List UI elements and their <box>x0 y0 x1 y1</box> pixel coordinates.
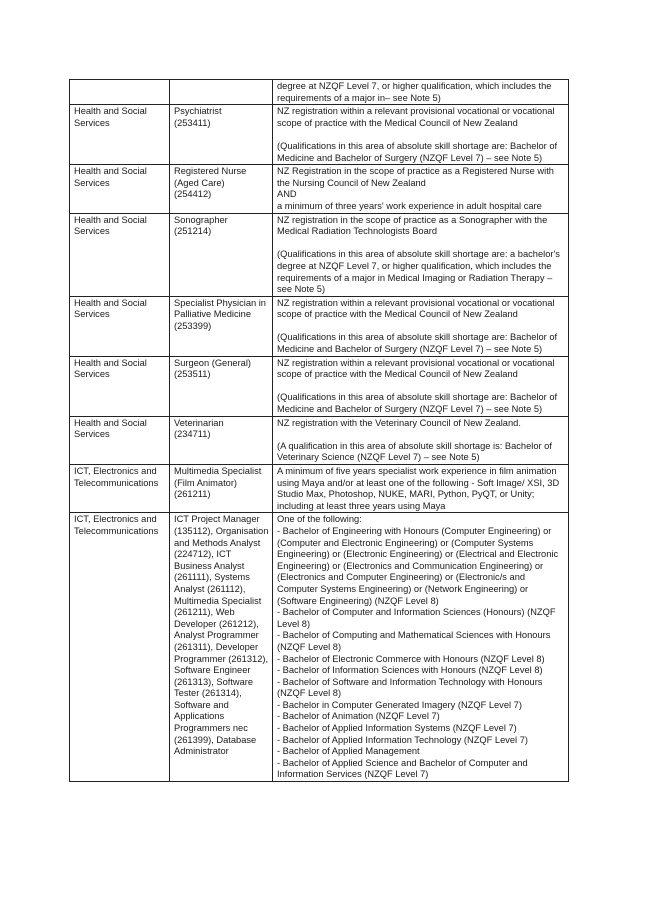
sector-text: Health and Social Services <box>74 297 147 320</box>
requirements-cell <box>273 465 569 513</box>
occupation-text: (253411) <box>174 117 211 128</box>
spacer-line <box>277 129 565 141</box>
sector-cell <box>70 465 170 513</box>
requirement-text: A minimum of five years specialist work experience in film animation using Maya and/or at least one of the following - Soft Image/ XSI, 3D Studio Max, Photoshop, NUKE, MARI, Python, PyQT, or Unity; including at least three years using Maya <box>277 466 560 511</box>
occupation-cell <box>170 465 273 513</box>
occupation-cell <box>170 213 273 296</box>
occupation-cell <box>170 513 273 782</box>
occupation-cell <box>170 105 273 165</box>
occupation-text: (251214) <box>174 226 212 237</box>
table-row <box>70 465 569 513</box>
occupation-cell <box>170 80 273 105</box>
occupation-text: (234711) <box>174 429 211 440</box>
occupation-text: (Aged Care) <box>174 177 225 188</box>
occupation-text: Specialist Physician in Palliative Medicine (253399) <box>174 297 266 331</box>
requirement-text: - Bachelor of Animation (NZQF Level 7) <box>277 711 440 722</box>
table-row <box>70 165 569 213</box>
sector-cell <box>70 513 170 782</box>
table-body <box>70 80 569 782</box>
spacer-line <box>277 429 565 441</box>
table-row <box>70 80 569 105</box>
requirement-text: a minimum of three years' work experience in adult hospital care <box>277 200 542 211</box>
requirement-text: (Qualifications in this area of absolute skill shortage are: Bachelor of Medicine and Bachelor of Surgery (NZQF Level 7) – see Note 5) <box>277 332 558 355</box>
requirement-text: One of the following: <box>277 514 362 525</box>
sector-cell <box>70 416 170 464</box>
table-row <box>70 356 569 416</box>
occupation-text: Registered Nurse <box>174 166 247 177</box>
requirement-text: - Bachelor of Software and Information Technology with Honours (NZQF Level 8) <box>277 676 543 699</box>
occupation-cell <box>170 416 273 464</box>
sector-cell <box>70 165 170 213</box>
requirement-text: - Bachelor of Engineering with Honours (Computer Engineering) or (Computer and Electronic Engineering) or (Computer Systems Engineering) or (Electronic Engineering) or (Electrical and Electronic Engineering) or (Electronics and Communication Engineering) or (Electronics and Computer Engineering) or (Electronic/s and Computer Systems Engineering) or (Network Engineering) or (Software Engineering) (NZQF Level 8) <box>277 525 559 606</box>
occupation-cell <box>170 296 273 356</box>
requirement-text: NZ registration with the Veterinary Council of New Zealand. <box>277 417 521 428</box>
requirements-cell <box>273 165 569 213</box>
requirements-cell <box>273 513 569 782</box>
table-row <box>70 296 569 356</box>
occupation-cell <box>170 165 273 213</box>
requirement-text: (Qualifications in this area of absolute skill shortage are: Bachelor of Medicine and Bachelor of Surgery (NZQF Level 7) – see Note 5) <box>277 392 558 415</box>
requirement-text: (A qualification in this area of absolute skill shortage is: Bachelor of Veterinary Science (NZQF Level 7) – see Note 5) <box>277 440 552 463</box>
sector-text: ICT, Electronics and Telecommunications <box>74 466 159 488</box>
occupation-text: Multimedia Specialist (Film Animator) (261211) <box>174 466 262 500</box>
occupation-text: Surgeon (General) <box>174 357 251 368</box>
sector-text: ICT, Electronics and Telecommunications <box>74 514 159 536</box>
sector-cell <box>70 213 170 296</box>
requirements-cell <box>273 80 569 105</box>
requirements-cell <box>273 296 569 356</box>
table-row <box>70 513 569 782</box>
sector-text: Health and Social Services <box>74 357 147 380</box>
requirement-text: - Bachelor of Electronic Commerce with Honours (NZQF Level 8) <box>277 653 545 664</box>
occupation-text: Psychiatrist <box>174 106 222 117</box>
occupation-text: Veterinarian <box>174 417 224 428</box>
spacer-line <box>277 381 565 393</box>
sector-cell <box>70 296 170 356</box>
spacer-line <box>277 238 565 250</box>
sector-text: Health and Social Services <box>74 166 147 188</box>
requirement-text: AND <box>277 189 297 200</box>
sector-text: Health and Social Services <box>74 214 147 237</box>
requirement-text: NZ registration within a relevant provisional vocational or vocational scope of practice with the Medical Council of New Zealand <box>277 297 555 320</box>
requirement-text: - Bachelor of Applied Information Systems (NZQF Level 7) <box>277 723 517 734</box>
sector-cell <box>70 356 170 416</box>
sector-text: Health and Social Services <box>74 417 147 440</box>
skill-shortage-table <box>69 79 569 782</box>
occupation-text: (253511) <box>174 369 211 380</box>
spacer-line <box>277 321 565 333</box>
requirement-text: (Qualifications in this area of absolute skill shortage are: Bachelor of Medicine and Bachelor of Surgery (NZQF Level 7) – see Note 5) <box>277 140 558 163</box>
requirement-text: - Bachelor of Applied Management <box>277 746 420 757</box>
occupation-text: ICT Project Manager (135112), Organisation and Methods Analyst (224712), ICT Business Analyst (261111), Systems Analyst (261112), Multimedia Specialist (261211), Web Developer (261212), Analyst Programmer (261311), Developer Programmer (261312), Software Engineer (261313), Software Tester (261314), Software and Applications Programmers nec (261399), Database Administrator <box>174 514 269 757</box>
requirement-text: - Bachelor of Computer and Information Sciences (Honours) (NZQF Level 8) <box>277 607 556 629</box>
table-row <box>70 416 569 464</box>
requirement-text: - Bachelor in Computer Generated Imagery (NZQF Level 7) <box>277 699 522 710</box>
requirements-cell <box>273 213 569 296</box>
table-row <box>70 213 569 296</box>
occupation-text: Sonographer <box>174 214 228 225</box>
requirement-text: NZ registration within a relevant provisional vocational or vocational scope of practice with the Medical Council of New Zealand <box>277 106 555 128</box>
requirement-text: - Bachelor of Applied Science and Bachelor of Computer and Information Services (NZQF Level 7) <box>277 757 528 780</box>
requirement-text: (Qualifications in this area of absolute skill shortage are: a bachelor's degree at NZQF Level 7, or higher qualification, which includes the requirements of a major in Medical Imaging or Radiation Therapy – see Note 5) <box>277 249 560 295</box>
requirement-text: - Bachelor of Information Sciences with Honours (NZQF Level 8) <box>277 665 543 676</box>
requirement-text: NZ Registration in the scope of practice as a Registered Nurse with the Nursing Council of New Zealand <box>277 166 554 188</box>
table-row <box>70 105 569 165</box>
requirement-text: - Bachelor of Computing and Mathematical Sciences with Honours (NZQF Level 8) <box>277 630 551 652</box>
requirement-text: - Bachelor of Applied Information Technology (NZQF Level 7) <box>277 734 528 745</box>
requirements-cell <box>273 356 569 416</box>
requirement-text: degree at NZQF Level 7, or higher qualification, which includes the requirements of a major in– see Note 5) <box>277 81 552 103</box>
sector-cell <box>70 80 170 105</box>
requirement-text: NZ registration within a relevant provisional vocational or vocational scope of practice with the Medical Council of New Zealand <box>277 357 555 380</box>
requirements-cell <box>273 105 569 165</box>
requirement-text: NZ registration in the scope of practice as a Sonographer with the Medical Radiation Technologists Board <box>277 214 548 237</box>
occupation-cell <box>170 356 273 416</box>
occupation-text: (254412) <box>174 189 212 200</box>
requirements-cell <box>273 416 569 464</box>
sector-text: Health and Social Services <box>74 106 147 128</box>
sector-cell <box>70 105 170 165</box>
